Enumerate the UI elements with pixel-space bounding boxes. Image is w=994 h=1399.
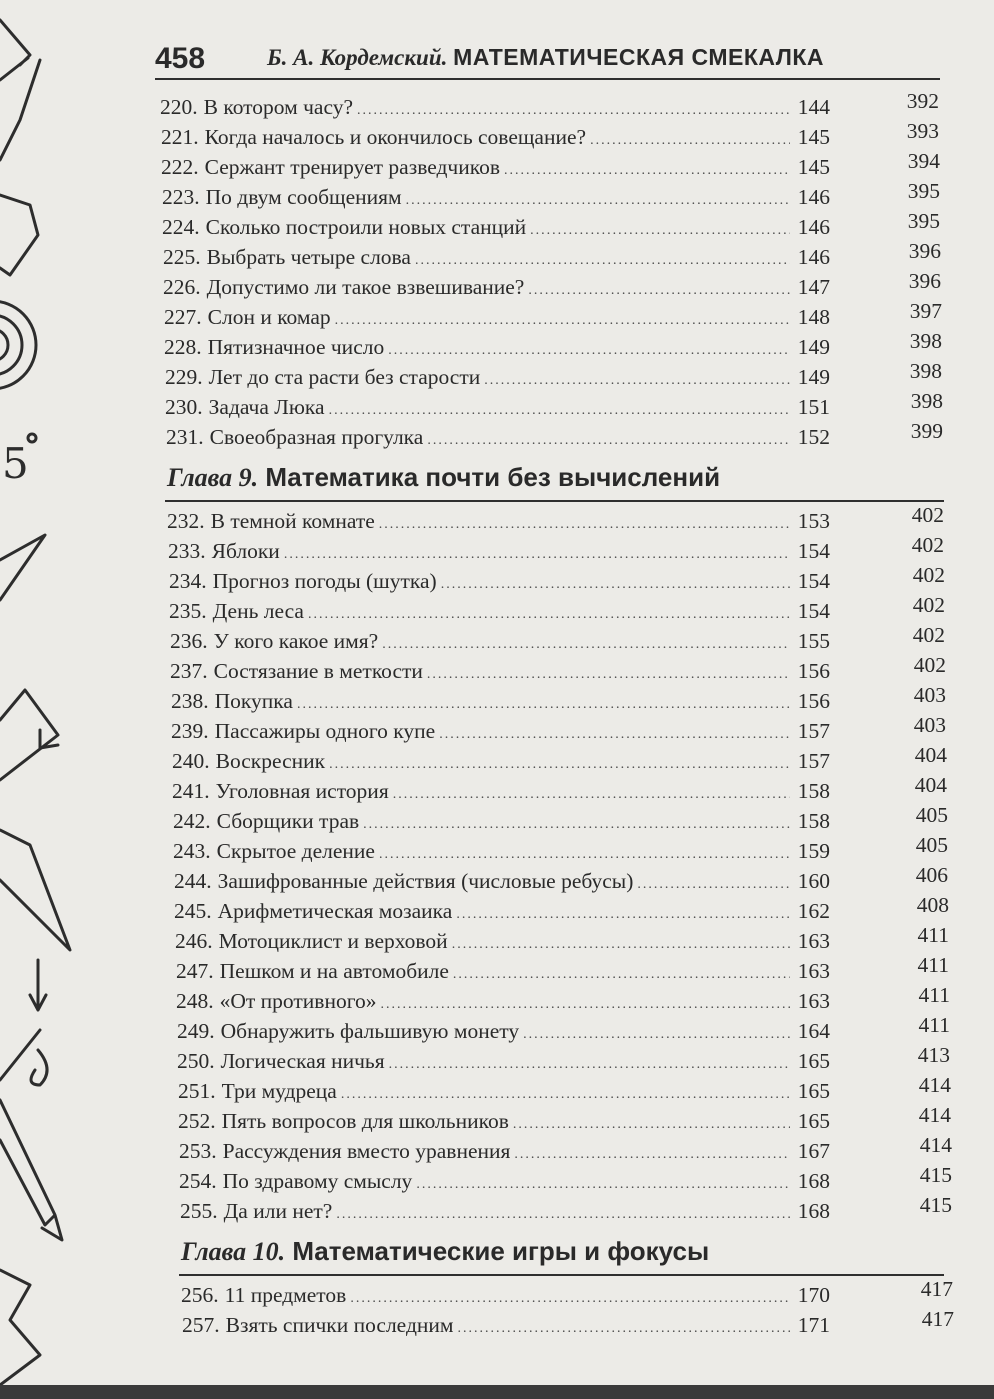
entry-title: Взять спички последним	[225, 1313, 454, 1337]
entry-page: 158	[797, 779, 830, 803]
entry-page: 148	[797, 305, 830, 329]
answer-page: 394	[907, 149, 940, 173]
chapter-heading	[167, 462, 720, 498]
entry-number: 237.	[170, 659, 208, 683]
leader-dots	[427, 426, 790, 456]
answer-page: 415	[919, 1163, 952, 1187]
toc-entry	[178, 1106, 830, 1136]
toc-entry	[163, 272, 830, 302]
scan-edge	[0, 1385, 994, 1399]
entry-page: 156	[797, 659, 830, 683]
entry-page: 163	[797, 929, 830, 953]
toc-entry	[182, 1310, 830, 1340]
toc-entry	[173, 806, 830, 836]
toc-entry	[164, 332, 830, 362]
entry-page: 163	[797, 959, 830, 983]
entry-number: 248.	[176, 989, 214, 1013]
answer-page: 405	[915, 833, 948, 857]
answer-page: 399	[910, 419, 943, 443]
entry-number: 249.	[177, 1019, 215, 1043]
entry-page: 170	[797, 1283, 830, 1307]
toc-entry	[167, 506, 830, 536]
answer-page: 402	[911, 503, 944, 527]
answer-page: 406	[915, 863, 948, 887]
entry-title: Прогноз погоды (шутка)	[212, 569, 437, 593]
entry-page: 155	[797, 629, 830, 653]
entry-title: Выбрать четыре слова	[206, 245, 411, 269]
entry-title: Пять вопросов для школьников	[221, 1109, 509, 1133]
answer-page: 414	[919, 1133, 952, 1157]
entry-page: 160	[797, 869, 830, 893]
toc-entry	[176, 956, 830, 986]
entry-page: 171	[797, 1313, 830, 1337]
entry-number: 241.	[172, 779, 210, 803]
entry-title: Лет до ста расти без старости	[208, 365, 481, 389]
entry-number: 254.	[179, 1169, 217, 1193]
pencil-doodle	[0, 1100, 62, 1240]
zigzag-doodle-2	[0, 1270, 40, 1385]
answer-page: 395	[907, 209, 940, 233]
answer-page: 411	[917, 923, 949, 947]
answer-page: 408	[916, 893, 949, 917]
entry-page: 163	[797, 989, 830, 1013]
entry-title: Логическая ничья	[220, 1049, 385, 1073]
toc-entry	[170, 626, 830, 656]
toc-entry	[171, 716, 830, 746]
toc-entry	[172, 746, 830, 776]
answer-page: 414	[918, 1073, 951, 1097]
entry-title: Когда началось и окончилось совещание?	[204, 125, 587, 149]
entry-number: 252.	[178, 1109, 216, 1133]
entry-page: 147	[797, 275, 830, 299]
answer-page: 396	[908, 239, 941, 263]
entry-number: 256.	[181, 1283, 219, 1307]
toc-entry	[179, 1136, 830, 1166]
toc-entry	[177, 1016, 830, 1046]
toc-entry	[179, 1166, 830, 1196]
toc-entry	[165, 362, 830, 392]
curl-doodle	[0, 1030, 47, 1085]
answer-page: 402	[912, 623, 945, 647]
toc-entry	[162, 182, 830, 212]
triangle-doodle-2	[0, 690, 58, 780]
answer-page: 413	[917, 1043, 950, 1067]
entry-number: 245.	[174, 899, 212, 923]
entry-title: Задача Люка	[208, 395, 325, 419]
entry-title: Пешком и на автомобиле	[219, 959, 449, 983]
entry-title: Три мудреца	[221, 1079, 337, 1103]
entry-title: Сержант тренирует разведчиков	[204, 155, 500, 179]
entry-title: В котором часу?	[203, 95, 354, 119]
entry-title: Да или нет?	[223, 1199, 333, 1223]
entry-number: 232.	[167, 509, 205, 533]
entry-title: По здравому смыслу	[222, 1169, 413, 1193]
toc-entry	[170, 656, 830, 686]
toc-entry	[169, 596, 830, 626]
entry-page: 167	[797, 1139, 830, 1163]
toc-entry	[174, 896, 830, 926]
answer-page: 414	[918, 1103, 951, 1127]
toc-entry	[168, 536, 830, 566]
entry-number: 227.	[164, 305, 202, 329]
toc-entry	[164, 302, 830, 332]
chapter-rule	[179, 1274, 944, 1276]
entry-page: 149	[797, 335, 830, 359]
answer-page: 396	[908, 269, 941, 293]
entry-number: 234.	[169, 569, 207, 593]
entry-title: По двум сообщениям	[205, 185, 402, 209]
answer-page: 403	[913, 713, 946, 737]
entry-title: В темной комнате	[210, 509, 375, 533]
entry-title: Пятизначное число	[207, 335, 385, 359]
entry-number: 226.	[163, 275, 201, 299]
entry-title: Покупка	[214, 689, 293, 713]
chapter-label: Глава 9.	[167, 463, 259, 492]
toc-entry	[162, 212, 830, 242]
entry-page: 154	[797, 539, 830, 563]
entry-title: Рассуждения вместо уравнения	[222, 1139, 511, 1163]
entry-number: 253.	[179, 1139, 217, 1163]
entry-title: Яблоки	[211, 539, 280, 563]
entry-page: 146	[797, 245, 830, 269]
answer-page: 417	[920, 1277, 953, 1301]
book-title: МАТЕМАТИЧЕСКАЯ СМЕКАЛКА	[453, 44, 825, 70]
entry-title: Обнаружить фальшивую монету	[220, 1019, 520, 1043]
entry-number: 228.	[164, 335, 202, 359]
margin-doodles	[0, 0, 110, 1399]
entry-page: 164	[797, 1019, 830, 1043]
entry-page: 145	[797, 155, 830, 179]
entry-title: «От противного»	[219, 989, 377, 1013]
toc-entry	[181, 1280, 830, 1310]
toc-entry	[178, 1076, 830, 1106]
chapter-title: Математика почти без вычислений	[258, 462, 721, 492]
entry-title: Слон и комар	[207, 305, 331, 329]
entry-number: 255.	[180, 1199, 218, 1223]
entry-page: 146	[797, 215, 830, 239]
chapter-title: Математические игры и фокусы	[285, 1236, 710, 1266]
entry-title: Сборщики трав	[216, 809, 360, 833]
wedge-doodle	[0, 830, 70, 950]
entry-number: 230.	[165, 395, 203, 419]
entry-number: 251.	[178, 1079, 216, 1103]
entry-number: 239.	[171, 719, 209, 743]
entry-number: 244.	[174, 869, 212, 893]
answer-page: 395	[907, 179, 940, 203]
entry-page: 146	[797, 185, 830, 209]
entry-page: 144	[797, 95, 830, 119]
entry-number: 224.	[162, 215, 200, 239]
toc-entry	[166, 422, 830, 452]
entry-page: 158	[797, 809, 830, 833]
entry-title: Воскресник	[215, 749, 326, 773]
entry-page: 157	[797, 719, 830, 743]
entry-number: 238.	[171, 689, 209, 713]
entry-number: 223.	[162, 185, 200, 209]
entry-page: 145	[797, 125, 830, 149]
toc-entry	[173, 836, 830, 866]
author-name: Б. А. Кордемский.	[267, 45, 448, 70]
answer-page: 402	[911, 533, 944, 557]
arrow-down-doodle	[30, 960, 46, 1010]
triangle-doodle	[0, 535, 45, 600]
entry-page: 154	[797, 569, 830, 593]
answer-page: 393	[906, 119, 939, 143]
answer-page: 402	[912, 563, 945, 587]
entry-page: 149	[797, 365, 830, 389]
entry-number: 231.	[166, 425, 204, 449]
entry-title: Пассажиры одного купе	[214, 719, 436, 743]
entry-title: Арифметическая мозаика	[217, 899, 453, 923]
answer-page: 405	[915, 803, 948, 827]
entry-number: 229.	[165, 365, 203, 389]
answer-page: 398	[909, 359, 942, 383]
toc-entry	[160, 92, 830, 122]
entry-page: 165	[797, 1079, 830, 1103]
arrow-doodle	[0, 20, 30, 80]
entry-title: День леса	[212, 599, 304, 623]
leader-dots	[336, 1200, 790, 1230]
entry-number: 250.	[177, 1049, 215, 1073]
answer-page: 398	[910, 389, 943, 413]
entry-title: Своеобразная прогулка	[209, 425, 424, 449]
answer-page: 411	[918, 1013, 950, 1037]
entry-page: 162	[797, 899, 830, 923]
entry-page: 152	[797, 425, 830, 449]
entry-number: 220.	[160, 95, 198, 119]
entry-page: 168	[797, 1169, 830, 1193]
answer-page: 402	[912, 593, 945, 617]
answer-page: 404	[914, 743, 947, 767]
page-number: 458	[155, 42, 206, 75]
answer-page: 398	[909, 329, 942, 353]
running-header	[155, 32, 940, 80]
square-doodle	[0, 195, 38, 275]
entry-title: У кого какое имя?	[213, 629, 379, 653]
entry-number: 246.	[175, 929, 213, 953]
answer-page: 411	[918, 983, 950, 1007]
entry-number: 243.	[173, 839, 211, 863]
entry-number: 247.	[176, 959, 214, 983]
toc-entry	[172, 776, 830, 806]
chapter-label: Глава 10.	[181, 1237, 286, 1266]
running-title	[267, 44, 824, 71]
entry-page: 151	[797, 395, 830, 419]
entry-page: 154	[797, 599, 830, 623]
toc-entry	[180, 1196, 830, 1226]
entry-page: 168	[797, 1199, 830, 1223]
entry-title: Уголовная история	[215, 779, 389, 803]
toc-entry	[177, 1046, 830, 1076]
toc-entry	[165, 392, 830, 422]
entry-number: 225.	[163, 245, 201, 269]
toc-entry	[163, 242, 830, 272]
answer-page: 392	[906, 89, 939, 113]
answer-page: 415	[919, 1193, 952, 1217]
answer-page: 402	[913, 653, 946, 677]
toc-entry	[171, 686, 830, 716]
entry-title: 11 предметов	[224, 1283, 347, 1307]
entry-number: 222.	[161, 155, 199, 179]
toc-entry	[169, 566, 830, 596]
entry-title: Сколько построили новых станций	[205, 215, 527, 239]
entry-title: Скрытое деление	[216, 839, 375, 863]
answer-page: 404	[914, 773, 947, 797]
entry-title: Состязание в меткости	[213, 659, 423, 683]
svg-text:5: 5	[2, 439, 29, 488]
leader-dots	[458, 1314, 791, 1344]
entry-number: 235.	[169, 599, 207, 623]
entry-page: 156	[797, 689, 830, 713]
entry-number: 236.	[170, 629, 208, 653]
entry-number: 221.	[161, 125, 199, 149]
toc-entry	[176, 986, 830, 1016]
entry-number: 240.	[172, 749, 210, 773]
spiral-doodle	[0, 301, 36, 389]
chapter-rule	[165, 500, 944, 502]
toc-entry	[161, 152, 830, 182]
entry-page: 153	[797, 509, 830, 533]
entry-page: 159	[797, 839, 830, 863]
entry-number: 242.	[173, 809, 211, 833]
entry-page: 165	[797, 1109, 830, 1133]
entry-number: 233.	[168, 539, 206, 563]
entry-page: 165	[797, 1049, 830, 1073]
answer-page: 403	[913, 683, 946, 707]
entry-title: Зашифрованные действия (числовые ребусы)	[217, 869, 634, 893]
toc-entry	[174, 866, 830, 896]
toc-entry	[161, 122, 830, 152]
chapter-heading	[181, 1236, 709, 1272]
answer-page: 397	[909, 299, 942, 323]
answer-page: 417	[921, 1307, 954, 1331]
answer-page: 411	[917, 953, 949, 977]
entry-title: Мотоциклист и верховой	[218, 929, 448, 953]
entry-title: Допустимо ли такое взвешивание?	[206, 275, 525, 299]
entry-number: 257.	[182, 1313, 220, 1337]
toc-entry	[175, 926, 830, 956]
entry-page: 157	[797, 749, 830, 773]
